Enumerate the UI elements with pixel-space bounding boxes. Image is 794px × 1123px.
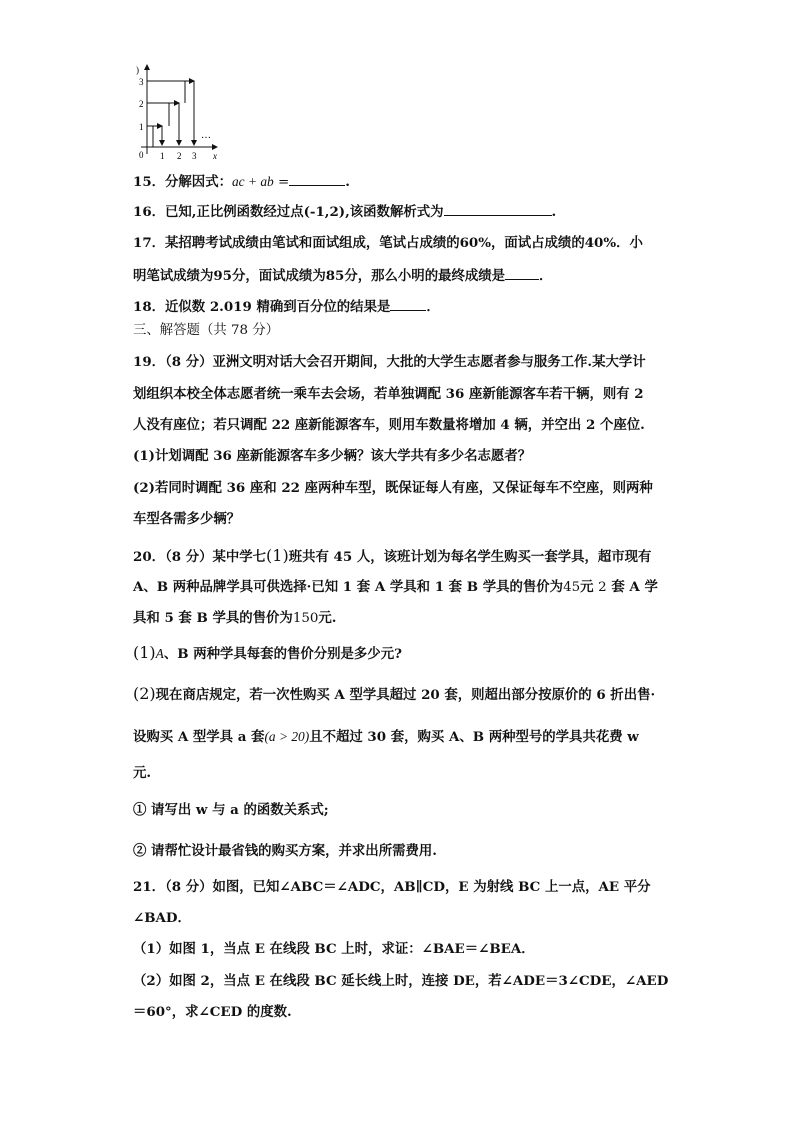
origin-label: 0 [139, 150, 144, 160]
question-20-sub2: (2)现在商店规定，若一次性购买 A 型学具超过 20 套，则超出部分按原价的 6 折出售· [133, 684, 656, 703]
question-20-line3: 具和 5 套 B 学具的售价为150元. [133, 610, 337, 626]
y-tick-2: 2 [139, 99, 144, 109]
question-21-line1: 21．（8 分）如图，已知∠ABC＝∠ADC，AB∥CD，E 为射线 BC 上一点，AE 平分 [133, 879, 651, 895]
question-20-sub1: (1)A、B 两种学具每套的售价分别是多少元? [133, 643, 402, 662]
answer-blank-17[interactable] [505, 266, 539, 280]
question-19-line2: 划组织本校全体志愿者统一乘车去会场，若单独调配 36 座新能源客车若干辆，则有 2 [133, 386, 644, 402]
question-15: 15．分解因式：ac + ab = . [133, 174, 350, 190]
question-20-line6: 设购买 A 型学具 a 套(a > 20)且不超过 30 套，购买 A、B 两种型号的学具共花费 w [133, 729, 639, 745]
step-graph-figure [133, 62, 225, 166]
x-axis-label: x [213, 151, 217, 161]
question-19-line1: 19．（8 分）亚洲文明对话大会召开期间，大批的大学生志愿者参与服务工作.某大学计 [133, 354, 646, 370]
answer-blank-18[interactable] [390, 297, 426, 311]
question-17-line1: 17．某招聘考试成绩由笔试和面试组成，笔试占成绩的60%，面试占成绩的40%．小 [133, 235, 643, 251]
question-19-sub2-line2: 车型各需多少辆？ [133, 511, 241, 527]
ellipsis: … [201, 130, 211, 141]
question-21-sub2-line1: （2）如图 2，当点 E 在线段 BC 延长线上时，连接 DE，若∠ADE＝3∠CDE，∠AED [133, 973, 669, 989]
y-tick-1: 1 [139, 122, 144, 132]
x-tick-3: 3 [192, 151, 197, 161]
question-20-circle2: ② 请帮忙设计最省钱的购买方案，并求出所需费用. [133, 843, 437, 859]
question-20-circle1: ① 请写出 w 与 a 的函数关系式; [133, 802, 329, 818]
question-21-line2: ∠BAD． [133, 910, 191, 926]
y-axis-label: ) [136, 65, 139, 75]
question-21-sub2-line2: ＝60°，求∠CED 的度数. [133, 1004, 292, 1020]
question-20-line7: 元. [133, 765, 152, 781]
question-17-line2: 明笔试成绩为95分，面试成绩为85分，那么小明的最终成绩是 ． [133, 268, 553, 284]
question-19-sub2-line1: (2)若同时调配 36 座和 22 座两种车型，既保证每人有座，又保证每车不空座，则两种 [133, 480, 653, 496]
question-19-sub1: (1)计划调配 36 座新能源客车多少辆？该大学共有多少名志愿者？ [133, 448, 532, 464]
x-tick-1: 1 [160, 151, 165, 161]
answer-blank-15[interactable] [289, 172, 345, 186]
question-21-sub1: （1）如图 1，当点 E 在线段 BC 上时，求证：∠BAE＝∠BEA． [133, 941, 535, 957]
question-19-line3: 人没有座位；若只调配 22 座新能源客车，则用车数量将增加 4 辆，并空出 2 个座位. [133, 417, 645, 433]
section-3-title: 三、解答题（共 78 分） [133, 323, 280, 338]
y-tick-3: 3 [139, 77, 144, 87]
answer-blank-16[interactable] [444, 202, 552, 216]
question-16: 16．已知,正比例函数经过点(-1,2),该函数解析式为 . [133, 204, 557, 220]
question-20-line2: A、B 两种品牌学具可供选择·已知 1 套 A 学具和 1 套 B 学具的售价为45元 2 套 A 学 [133, 579, 658, 595]
question-18: 18．近似数 2.019 精确到百分位的结果是 ． [133, 299, 440, 315]
question-20-line1: 20．（8 分）某中学七(1)班共有 45 人，该班计划为每名学生购买一套学具，超市现有 [133, 546, 652, 565]
x-tick-2: 2 [177, 151, 182, 161]
